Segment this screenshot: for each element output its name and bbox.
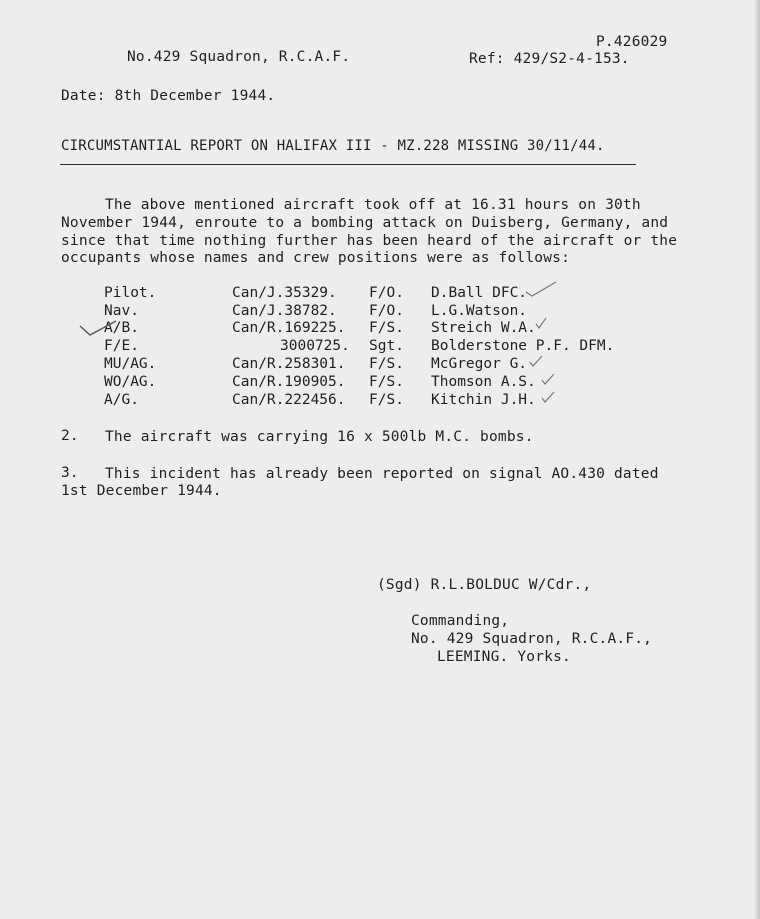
intro-line: occupants whose names and crew positions were as follows: <box>61 250 570 266</box>
crew-position: F/E. <box>104 338 139 354</box>
title-underline <box>60 164 636 165</box>
crew-service-number: Can/R.190905. <box>232 374 346 390</box>
check-mark-icon <box>78 318 118 338</box>
crew-name: Kitchin J.H. <box>431 392 536 408</box>
station-line: LEEMING. Yorks. <box>437 649 571 665</box>
squadron-heading: No.429 Squadron, R.C.A.F. <box>127 49 351 65</box>
crew-rank: F/O. <box>369 303 404 319</box>
crew-service-number: Can/J.38782. <box>232 303 337 319</box>
report-date: Date: 8th December 1944. <box>61 88 276 104</box>
check-mark-icon <box>534 316 548 330</box>
crew-rank: F/S. <box>369 374 404 390</box>
crew-name: L.G.Watson. <box>431 303 528 319</box>
crew-position: MU/AG. <box>104 356 157 372</box>
page-edge-shadow <box>754 0 760 919</box>
crew-service-number: Can/R.258301. <box>232 356 346 372</box>
paragraph-number: 3. <box>61 465 79 481</box>
signal-paragraph-line: 1st December 1944. <box>61 483 222 499</box>
crew-position: A/G. <box>104 392 139 408</box>
check-mark-icon <box>540 372 556 386</box>
check-mark-icon <box>524 280 558 298</box>
crew-position: Pilot. <box>104 285 157 301</box>
crew-position: WO/AG. <box>104 374 157 390</box>
crew-position: Nav. <box>104 303 139 319</box>
crew-rank: Sgt. <box>369 338 404 354</box>
signature-line: (Sgd) R.L.BOLDUC W/Cdr., <box>377 577 592 593</box>
crew-service-number: Can/J.35329. <box>232 285 337 301</box>
crew-name: D.Ball DFC. <box>431 285 528 301</box>
crew-rank: F/S. <box>369 320 404 336</box>
paragraph-number: 2. <box>61 428 79 444</box>
bomb-load-paragraph: The aircraft was carrying 16 x 500lb M.C. bombs. <box>105 429 534 445</box>
crew-rank: F/O. <box>369 285 404 301</box>
crew-service-number: Can/R.169225. <box>232 320 346 336</box>
intro-line: The above mentioned aircraft took off at 16.31 hours on 30th <box>105 197 641 213</box>
file-reference: Ref: 429/S2-4-153. <box>469 51 630 67</box>
intro-line: since that time nothing further has been heard of the aircraft or the <box>61 233 678 249</box>
crew-service-number: 3000725. <box>280 338 350 354</box>
crew-position: A/B. <box>104 320 139 336</box>
report-title: CIRCUMSTANTIAL REPORT ON HALIFAX III - MZ.228 MISSING 30/11/44. <box>61 138 605 154</box>
crew-rank: F/S. <box>369 392 404 408</box>
signal-paragraph-line: This incident has already been reported on signal AO.430 dated <box>105 466 659 482</box>
crew-rank: F/S. <box>369 356 404 372</box>
crew-name: McGregor G. <box>431 356 528 372</box>
crew-service-number: Can/R.222456. <box>232 392 346 408</box>
crew-name: Streich W.A. <box>431 320 536 336</box>
commanding-line: Commanding, <box>411 613 510 629</box>
crew-name: Thomson A.S. <box>431 374 536 390</box>
check-mark-icon <box>528 354 544 368</box>
crew-name: Bolderstone P.F. DFM. <box>431 338 615 354</box>
check-mark-icon <box>540 390 556 404</box>
page-reference: P.426029 <box>596 34 668 50</box>
squadron-line: No. 429 Squadron, R.C.A.F., <box>411 631 653 647</box>
intro-line: November 1944, enroute to a bombing attack on Duisberg, Germany, and <box>61 215 669 231</box>
